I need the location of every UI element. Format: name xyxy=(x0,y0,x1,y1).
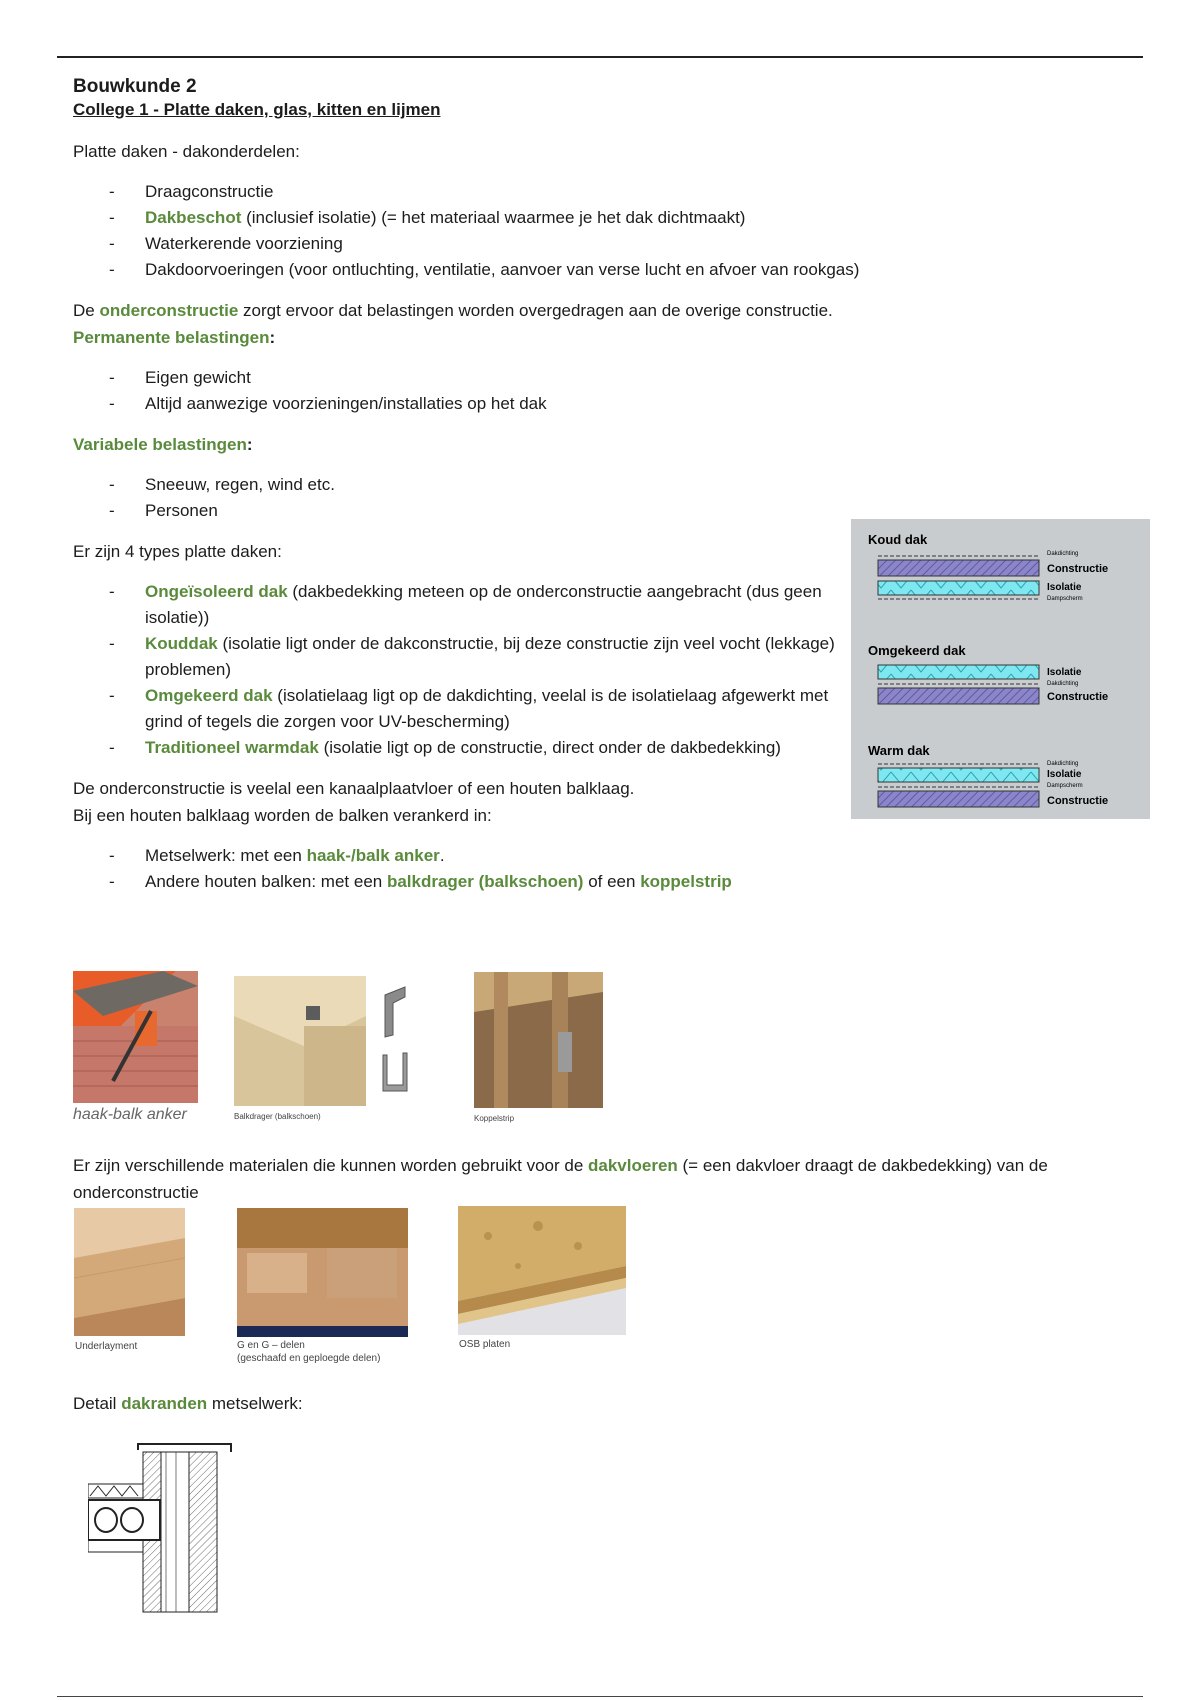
caption-koppelstrip: Koppelstrip xyxy=(474,1114,515,1123)
layer-label: Dakdichting xyxy=(1047,761,1079,767)
omgekeerd-title: Omgekeerd dak xyxy=(868,643,966,658)
balklaag-line1: De onderconstructie is veelal een kanaalplaatvloer of een houten balklaag. xyxy=(73,779,635,798)
list-item xyxy=(73,231,1133,257)
list-item: - Andere houten balken: met een balkdrager (balkschoen) of een koppelstrip xyxy=(73,869,1133,895)
isolatie-layer xyxy=(878,581,1039,595)
gen-g-delen-image xyxy=(237,1208,408,1337)
caption-line: (geschaafd en geploegde delen) xyxy=(237,1353,381,1364)
variabel-heading: Variabele belastingen: xyxy=(73,435,253,454)
layer-label: Constructie xyxy=(1047,563,1109,575)
caption-underlayment: Underlayment xyxy=(75,1341,138,1352)
balklaag-list xyxy=(73,843,1133,895)
list-item: - Omgekeerd dak (isolatielaag ligt op de dakdichting, veelal is de isolatielaag afgewerkt met grind of tegels die zorgen voor UV-bescherming) xyxy=(73,683,843,735)
koppelstrip-image xyxy=(474,972,603,1108)
onderconstructie-text: De onderconstructie zorgt ervoor dat belastingen worden overgedragen aan de overige constructie. xyxy=(73,301,833,320)
underlayment-image xyxy=(74,1208,185,1336)
page-subtitle: College 1 - Platte daken, glas, kitten en lijmen xyxy=(73,100,441,119)
koppelstrip-illustration xyxy=(474,972,603,1108)
highlight-term: dakranden xyxy=(121,1394,208,1413)
permanent-heading: Permanente belastingen: xyxy=(73,328,276,347)
dakvloer-text: Er zijn verschillende materialen die kunnen worden gebruikt voor de dakvloeren (= een dakvloer draagt de dakbedekking) van de onderconstructie xyxy=(73,1156,1048,1202)
caption-anker: haak-balk anker xyxy=(73,1106,187,1123)
layer-label: Dampscherm xyxy=(1047,783,1083,789)
highlight-term: dakvloeren xyxy=(588,1156,678,1175)
roof-types-diagram xyxy=(851,519,1150,819)
list-item: - Kouddak (isolatie ligt onder de dakconstructie, bij deze constructie zijn veel vocht (lekkage) problemen) xyxy=(73,631,843,683)
list-item-text: (inclusief isolatie) (= het materiaal waarmee je het dak dichtmaakt) xyxy=(241,208,746,227)
balkschoen-icon xyxy=(377,985,413,1105)
list-item xyxy=(73,205,1133,231)
koud-title: Koud dak xyxy=(868,532,928,547)
layer-label: Isolatie xyxy=(1047,667,1082,678)
isolatie-layer xyxy=(878,768,1039,782)
gen-g-delen-illustration xyxy=(237,1208,408,1337)
caption-osb: OSB platen xyxy=(459,1339,511,1350)
balkdrager-illustration xyxy=(234,976,366,1106)
top-rule xyxy=(57,56,1143,58)
list-item xyxy=(73,179,1133,205)
layer-label: Constructie xyxy=(1047,691,1109,703)
list-item: - Traditioneel warmdak (isolatie ligt op de constructie, direct onder de dakbedekking) xyxy=(73,735,843,761)
permanent-list xyxy=(73,365,1133,417)
constructie-layer xyxy=(878,688,1039,704)
balkdrager-image xyxy=(234,976,366,1106)
variabel-list xyxy=(73,472,1133,524)
types-intro: Er zijn 4 types platte daken: xyxy=(73,542,282,561)
list-item: - Ongeïsoleerd dak (dakbedekking meteen op de onderconstructie aangebracht (dus geen isolatie)) xyxy=(73,579,843,631)
highlight-term: Dakbeschot xyxy=(145,208,242,227)
layer-label: Dakdichting xyxy=(1047,551,1079,557)
caption-gen-g xyxy=(237,1339,380,1365)
constructie-layer xyxy=(878,791,1039,807)
list-item: - Metselwerk: met een haak-/balk anker. xyxy=(73,843,1133,869)
list-item-text: Draagconstructie xyxy=(145,182,274,201)
dakrand-detail-drawing xyxy=(88,1440,238,1620)
osb-image xyxy=(458,1206,626,1335)
layer-label: Constructie xyxy=(1047,795,1109,807)
layer-label: Isolatie xyxy=(1047,582,1082,593)
layer-label: Isolatie xyxy=(1047,769,1082,780)
caption-balkdrager: Balkdrager (balkschoen) xyxy=(234,1112,321,1121)
list-item: - Sneeuw, regen, wind etc. xyxy=(73,472,1133,498)
intro-text: Platte daken - dakonderdelen: xyxy=(73,142,300,161)
list-item-text: Dakdoorvoeringen (voor ontluchting, ventilatie, aanvoer van verse lucht en afvoer van rookgas) xyxy=(145,260,860,279)
detail-heading: Detail dakranden metselwerk: xyxy=(73,1394,303,1413)
bottom-rule xyxy=(57,1696,1143,1697)
roof-layers-svg xyxy=(851,519,1150,819)
underlayment-illustration xyxy=(74,1208,185,1336)
list-item: - Altijd aanwezige voorzieningen/installaties op het dak xyxy=(73,391,1133,417)
types-list xyxy=(73,579,843,761)
page-title: Bouwkunde 2 xyxy=(73,76,197,97)
isolatie-layer xyxy=(878,665,1039,679)
list-item-text: Waterkerende voorziening xyxy=(145,234,343,253)
list-item xyxy=(73,257,1133,283)
anker-illustration xyxy=(73,971,198,1103)
osb-illustration xyxy=(458,1206,626,1335)
balklaag-line2: Bij een houten balklaag worden de balken verankerd in: xyxy=(73,806,492,825)
list-item: - Eigen gewicht xyxy=(73,365,1133,391)
anker-image xyxy=(73,971,198,1103)
parts-list xyxy=(73,179,1133,283)
highlight-term: onderconstructie xyxy=(99,301,239,320)
list-item: - Personen xyxy=(73,498,1133,524)
dakrand-illustration xyxy=(88,1440,238,1620)
layer-label: Dampscherm xyxy=(1047,596,1083,602)
layer-label: Dakdichting xyxy=(1047,681,1079,687)
constructie-layer xyxy=(878,560,1039,576)
warm-title: Warm dak xyxy=(868,743,930,758)
caption-line: G en G – delen xyxy=(237,1340,305,1351)
